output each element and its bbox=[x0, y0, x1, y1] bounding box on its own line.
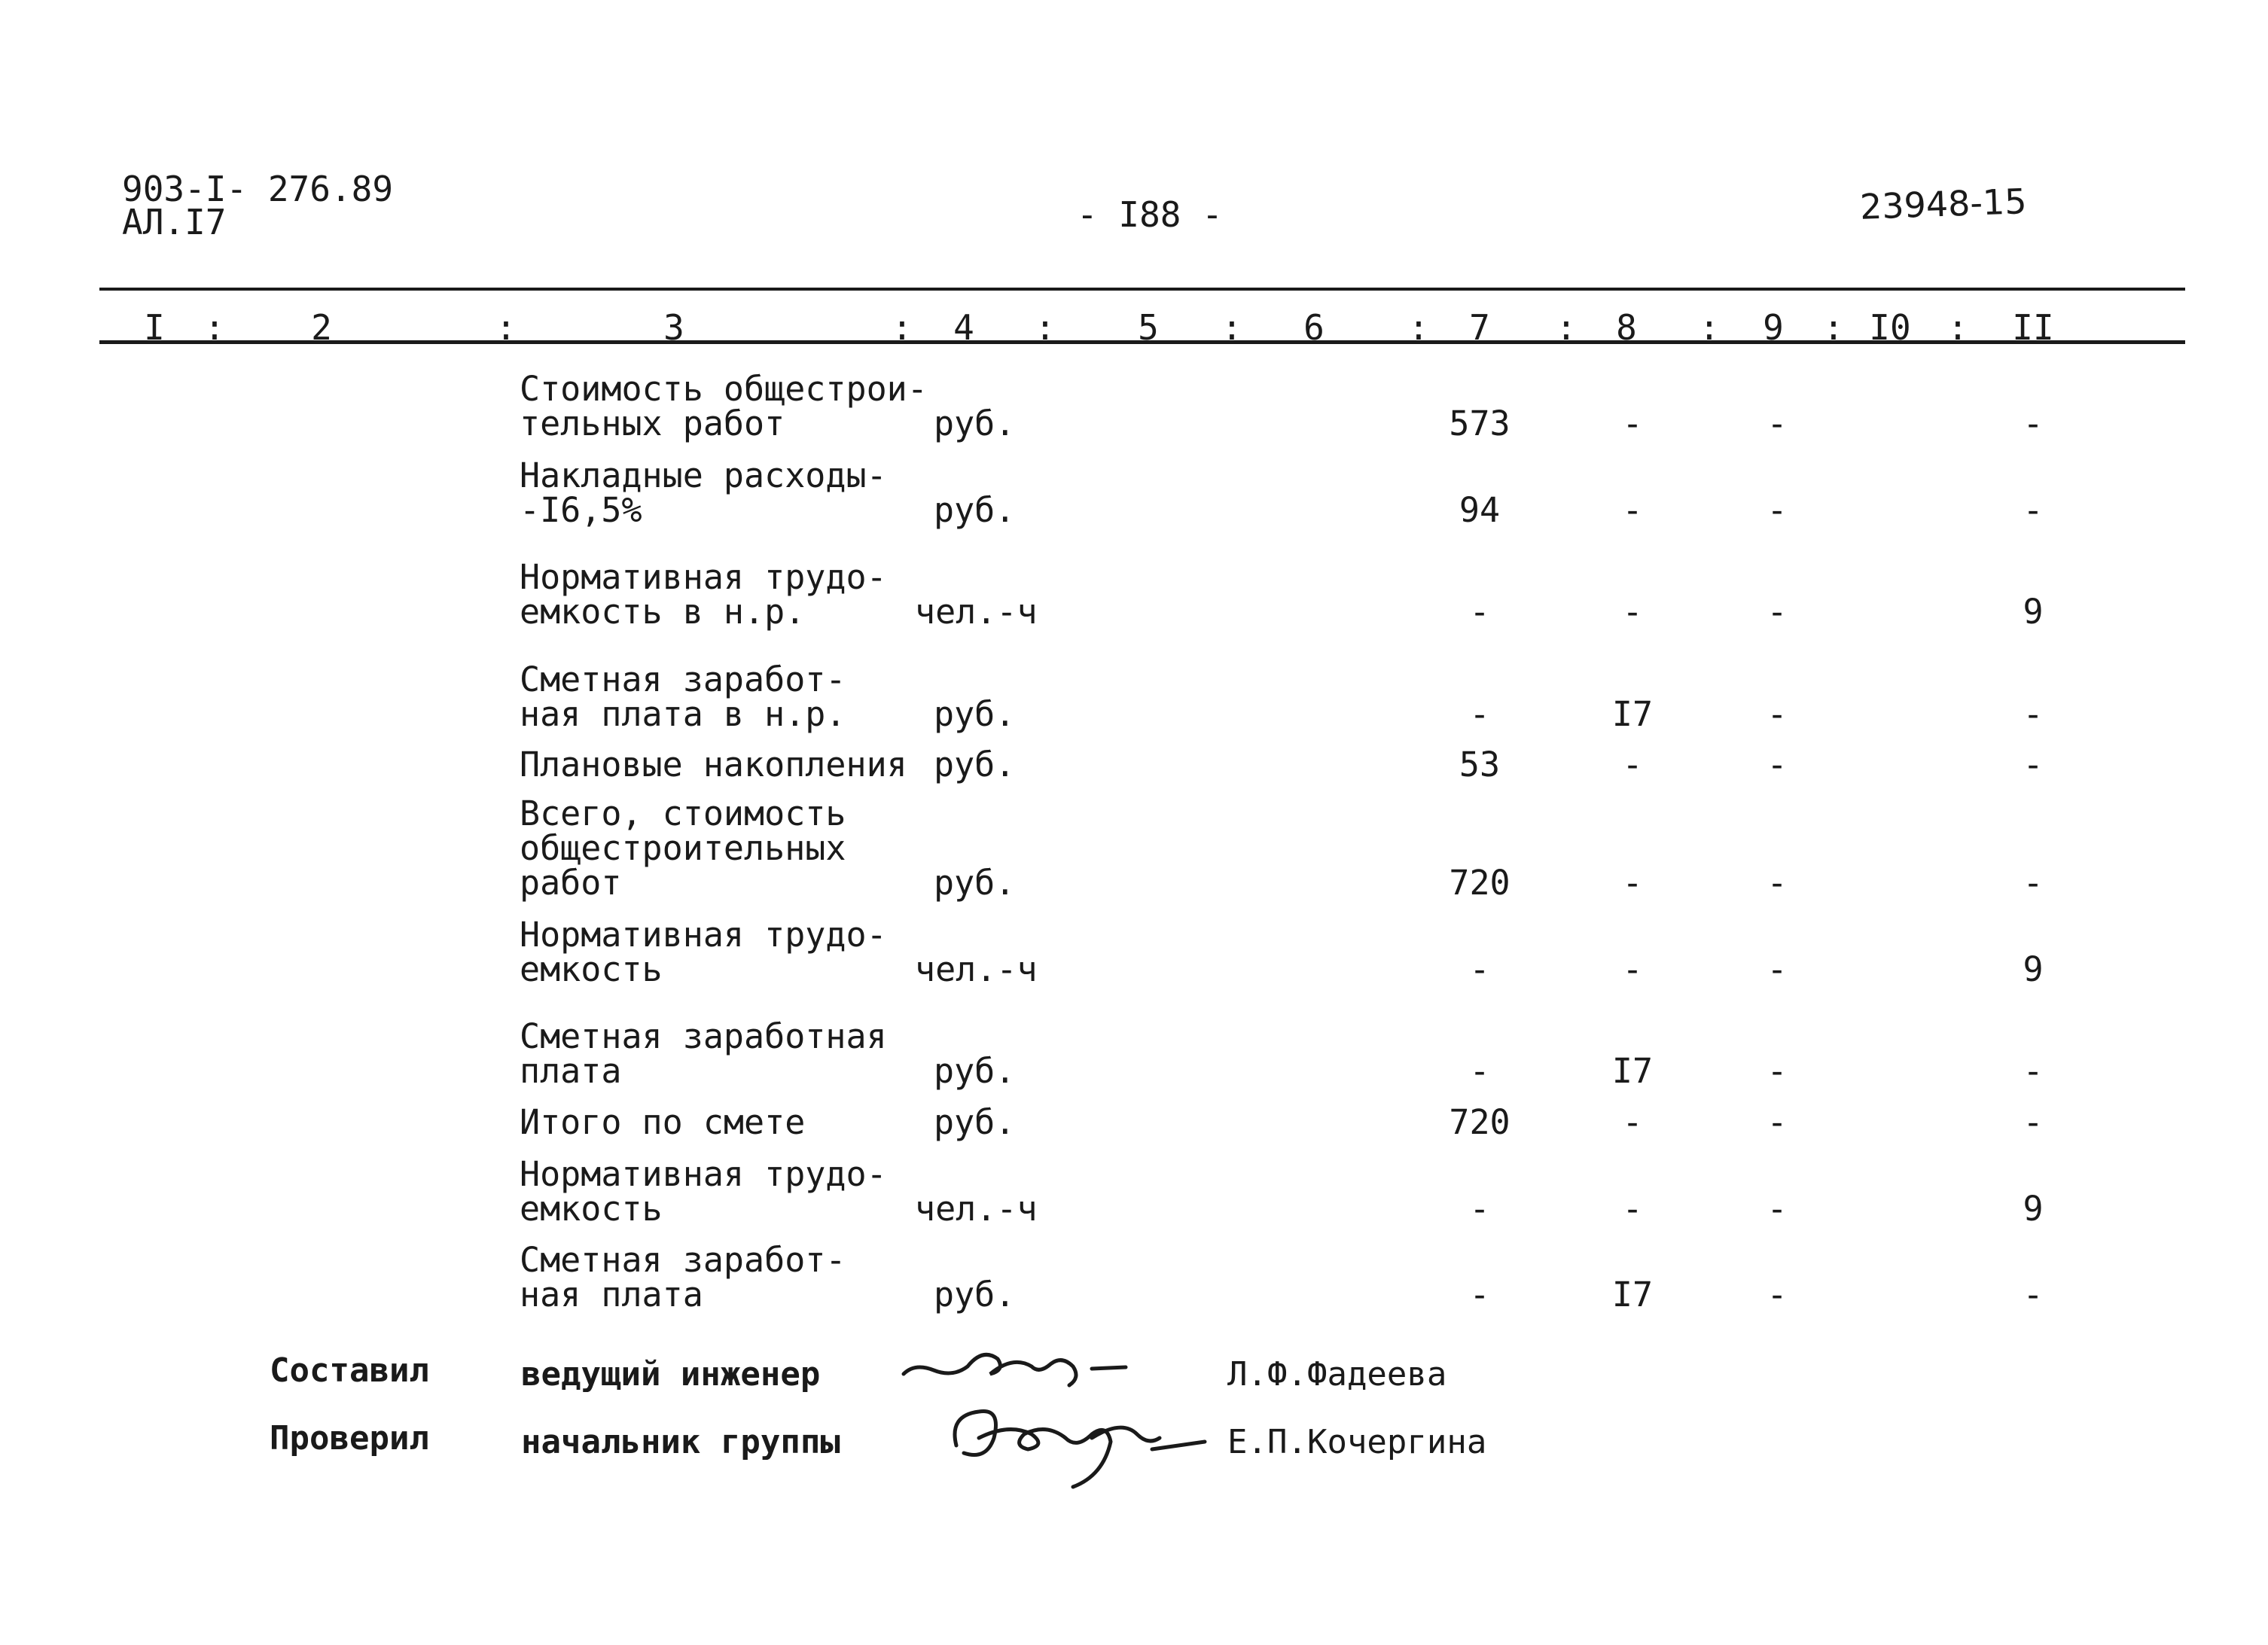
row-cell-11: - bbox=[2023, 404, 2044, 443]
row-description: Сметная заработ- ная плата в н.р. bbox=[520, 660, 846, 734]
row-cell-11: - bbox=[2023, 863, 2044, 903]
row-description: Всего, стоимость общестроительных работ bbox=[520, 794, 846, 903]
row-cell-9: - bbox=[1767, 863, 1788, 903]
row-cell-9: - bbox=[1767, 404, 1788, 443]
document-code-line-2: АЛ.I7 bbox=[122, 202, 227, 242]
compiled-name: Л.Ф.Фадеева bbox=[1227, 1355, 1447, 1394]
row-cell-7: 573 bbox=[1449, 404, 1510, 443]
column-separator: : bbox=[1221, 307, 1242, 348]
checked-role: начальник группы bbox=[521, 1423, 840, 1461]
column-number-1: I bbox=[144, 307, 165, 348]
row-cell-11: - bbox=[2023, 1275, 2044, 1314]
row-description: Нормативная трудо- емкость bbox=[520, 915, 887, 989]
row-cell-7: 720 bbox=[1449, 863, 1510, 903]
row-cell-9: - bbox=[1767, 1275, 1788, 1314]
row-cell-7: - bbox=[1469, 1275, 1490, 1314]
column-number-9: 9 bbox=[1763, 307, 1784, 348]
row-cell-7: - bbox=[1469, 1051, 1490, 1091]
compiled-label: Составил bbox=[270, 1351, 429, 1390]
row-unit: руб. bbox=[934, 490, 1016, 530]
checked-label: Проверил bbox=[270, 1419, 429, 1458]
row-unit: чел.-ч bbox=[915, 592, 1038, 632]
column-separator: : bbox=[1408, 307, 1429, 348]
column-number-10: I0 bbox=[1869, 307, 1911, 348]
row-cell-9: - bbox=[1767, 745, 1788, 784]
column-separator: : bbox=[1556, 307, 1577, 348]
row-cell-11: - bbox=[2023, 490, 2044, 530]
row-description: Нормативная трудо- емкость bbox=[520, 1154, 887, 1229]
row-cell-8: - bbox=[1622, 404, 1643, 443]
row-description: Нормативная трудо- емкость в н.р. bbox=[520, 557, 887, 632]
compiled-signature bbox=[900, 1333, 1141, 1400]
row-unit: руб. bbox=[934, 1275, 1016, 1314]
row-description: Накладные расходы- -I6,5% bbox=[520, 455, 887, 530]
column-number-4: 4 bbox=[953, 307, 974, 348]
row-cell-9: - bbox=[1767, 592, 1788, 632]
column-separator: : bbox=[1823, 307, 1844, 348]
row-unit: руб. bbox=[934, 694, 1016, 734]
row-cell-8: - bbox=[1622, 745, 1643, 784]
column-number-7: 7 bbox=[1469, 307, 1490, 348]
row-cell-8: - bbox=[1622, 949, 1643, 989]
table-top-rule bbox=[99, 288, 2185, 291]
row-unit: руб. bbox=[934, 863, 1016, 903]
column-number-2: 2 bbox=[311, 307, 332, 348]
registration-number: 23948-15 bbox=[1859, 181, 2028, 227]
column-number-11: II bbox=[2012, 307, 2054, 348]
row-description: Итого по смете bbox=[520, 1102, 806, 1142]
compiled-role: ведущий инженер bbox=[521, 1355, 821, 1394]
row-cell-9: - bbox=[1767, 1051, 1788, 1091]
column-separator: : bbox=[495, 307, 517, 348]
row-unit: чел.-ч bbox=[915, 949, 1038, 989]
row-cell-8: - bbox=[1622, 1102, 1643, 1142]
column-separator: : bbox=[1947, 307, 1968, 348]
row-cell-11: 9 bbox=[2023, 1189, 2044, 1229]
document-code bbox=[122, 169, 394, 242]
checked-signature bbox=[934, 1393, 1220, 1491]
document-code-line-1: 903-I- 276.89 bbox=[122, 169, 394, 209]
row-cell-8: - bbox=[1622, 490, 1643, 530]
row-unit: чел.-ч bbox=[915, 1189, 1038, 1229]
row-description: Стоимость общестрои- тельных работ bbox=[520, 369, 928, 443]
row-cell-7: - bbox=[1469, 1189, 1490, 1229]
row-cell-7: 53 bbox=[1459, 745, 1501, 784]
row-cell-11: 9 bbox=[2023, 949, 2044, 989]
row-cell-11: - bbox=[2023, 745, 2044, 784]
column-number-6: 6 bbox=[1303, 307, 1325, 348]
row-cell-9: - bbox=[1767, 490, 1788, 530]
column-separator: : bbox=[204, 307, 225, 348]
row-cell-11: 9 bbox=[2023, 592, 2044, 632]
column-separator: : bbox=[1699, 307, 1720, 348]
column-number-8: 8 bbox=[1616, 307, 1637, 348]
row-cell-7: 94 bbox=[1459, 490, 1501, 530]
row-unit: руб. bbox=[934, 1102, 1016, 1142]
page-number: - I88 - bbox=[1077, 194, 1223, 235]
row-cell-8: I7 bbox=[1611, 1051, 1654, 1091]
row-cell-11: - bbox=[2023, 694, 2044, 734]
row-description: Плановые накопления bbox=[520, 745, 907, 784]
row-cell-8: - bbox=[1622, 592, 1643, 632]
row-cell-7: 720 bbox=[1449, 1102, 1510, 1142]
row-unit: руб. bbox=[934, 404, 1016, 443]
column-separator: : bbox=[1035, 307, 1056, 348]
row-cell-8: I7 bbox=[1611, 1275, 1654, 1314]
row-cell-8: I7 bbox=[1611, 694, 1654, 734]
row-cell-9: - bbox=[1767, 949, 1788, 989]
row-cell-9: - bbox=[1767, 1102, 1788, 1142]
column-number-5: 5 bbox=[1138, 307, 1159, 348]
row-unit: руб. bbox=[934, 1051, 1016, 1091]
checked-name: Е.П.Кочергина bbox=[1227, 1423, 1487, 1461]
row-cell-11: - bbox=[2023, 1051, 2044, 1091]
column-number-3: 3 bbox=[663, 307, 684, 348]
column-separator: : bbox=[892, 307, 913, 348]
row-cell-7: - bbox=[1469, 694, 1490, 734]
row-cell-7: - bbox=[1469, 949, 1490, 989]
row-cell-7: - bbox=[1469, 592, 1490, 632]
row-unit: руб. bbox=[934, 745, 1016, 784]
row-cell-8: - bbox=[1622, 1189, 1643, 1229]
row-description: Сметная заработная плата bbox=[520, 1016, 887, 1091]
row-cell-11: - bbox=[2023, 1102, 2044, 1142]
row-cell-8: - bbox=[1622, 863, 1643, 903]
row-cell-9: - bbox=[1767, 1189, 1788, 1229]
row-cell-9: - bbox=[1767, 694, 1788, 734]
row-description: Сметная заработ- ная плата bbox=[520, 1240, 846, 1314]
